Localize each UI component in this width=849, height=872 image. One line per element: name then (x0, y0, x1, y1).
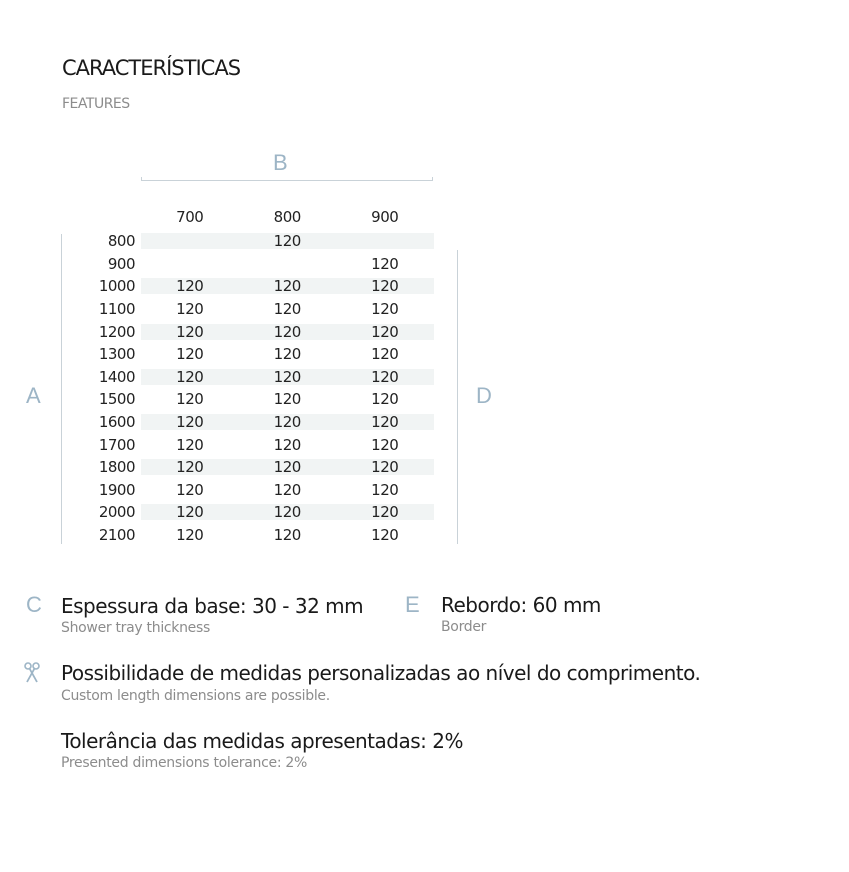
dimension-line-b (141, 180, 433, 181)
table-cell: 120 (273, 345, 301, 364)
table-cell: 120 (176, 367, 204, 386)
table-cell: 120 (176, 322, 204, 341)
dimension-line-d (457, 250, 458, 544)
custom-length-subtext: Custom length dimensions are possible. (61, 688, 330, 704)
table-cell: 120 (176, 503, 204, 522)
row-dimension-a: 1600 (98, 413, 135, 432)
table-row (76, 501, 434, 524)
row-cells (141, 324, 434, 340)
column-header: 700 (176, 208, 204, 226)
row-cells (141, 301, 434, 317)
row-dimension-a: 1700 (98, 435, 135, 454)
table-cell: 120 (273, 232, 301, 251)
table-cell: 120 (273, 367, 301, 386)
row-dimension-a: 1100 (98, 300, 135, 319)
dimension-line-a (61, 234, 62, 544)
dimension-label-a: A (26, 383, 41, 408)
row-dimension-a: 2000 (98, 503, 135, 522)
thickness-letter: C (26, 592, 42, 617)
table-row (76, 479, 434, 502)
table-cell: 120 (273, 526, 301, 545)
scissors-icon (22, 662, 42, 684)
tolerance-text: Tolerância das medidas apresentadas: 2% (61, 729, 463, 753)
table-cell: 120 (371, 435, 399, 454)
page-title: CARACTERÍSTICAS (62, 56, 241, 80)
table-cell: 120 (176, 390, 204, 409)
table-cell: 120 (371, 458, 399, 477)
table-row (76, 411, 434, 434)
row-dimension-a: 1900 (98, 480, 135, 499)
row-dimension-a: 1800 (98, 458, 135, 477)
table-cell: 120 (371, 254, 399, 273)
row-dimension-a: 1300 (98, 345, 135, 364)
table-cell: 120 (273, 322, 301, 341)
row-cells (141, 459, 434, 475)
table-cell: 120 (371, 413, 399, 432)
table-cell: 120 (176, 480, 204, 499)
row-cells (141, 346, 434, 362)
tolerance-subtext: Presented dimensions tolerance: 2% (61, 755, 307, 771)
table-cell: 120 (371, 390, 399, 409)
column-header: 800 (273, 208, 301, 226)
custom-length-text: Possibilidade de medidas personalizadas ao nível do comprimento. (61, 661, 701, 685)
table-cell: 120 (371, 367, 399, 386)
table-cell: 120 (371, 345, 399, 364)
thickness-text: Espessura da base: 30 - 32 mm (61, 594, 364, 618)
table-row (76, 253, 434, 276)
row-cells (141, 233, 434, 249)
table-row (76, 275, 434, 298)
table-cell: 120 (273, 413, 301, 432)
row-cells (141, 256, 434, 272)
page-subtitle: FEATURES (62, 96, 130, 112)
row-dimension-a: 1200 (98, 322, 135, 341)
table-row (76, 230, 434, 253)
table-cell: 120 (371, 300, 399, 319)
dimensions-table (76, 204, 434, 546)
table-cell: 120 (176, 277, 204, 296)
row-cells (141, 504, 434, 520)
table-row (76, 388, 434, 411)
row-dimension-a: 1400 (98, 367, 135, 386)
column-header: 900 (371, 208, 399, 226)
row-cells (141, 278, 434, 294)
border-letter: E (405, 592, 420, 617)
border-subtext: Border (441, 619, 487, 635)
table-cell: 120 (176, 300, 204, 319)
table-row (76, 366, 434, 389)
table-cell: 120 (371, 503, 399, 522)
row-cells (141, 369, 434, 385)
table-cell: 120 (176, 435, 204, 454)
table-cell: 120 (273, 480, 301, 499)
table-cell: 120 (371, 322, 399, 341)
table-cell: 120 (273, 390, 301, 409)
border-text: Rebordo: 60 mm (441, 593, 601, 617)
row-dimension-a: 2100 (98, 526, 135, 545)
table-cell: 120 (273, 458, 301, 477)
table-row (76, 433, 434, 456)
table-cell: 120 (273, 435, 301, 454)
table-cell: 120 (371, 480, 399, 499)
table-row (76, 343, 434, 366)
thickness-subtext: Shower tray thickness (61, 620, 210, 636)
table-cell: 120 (176, 458, 204, 477)
row-cells (141, 527, 434, 543)
table-cell: 120 (176, 413, 204, 432)
table-cell: 120 (176, 526, 204, 545)
table-row (76, 524, 434, 547)
dimension-label-b: B (273, 150, 288, 175)
dimension-label-d: D (476, 383, 492, 408)
table-row (76, 320, 434, 343)
table-cell: 120 (176, 345, 204, 364)
row-cells (141, 414, 434, 430)
table-cell: 120 (371, 277, 399, 296)
row-dimension-a: 1500 (98, 390, 135, 409)
row-cells (141, 391, 434, 407)
row-cells (141, 482, 434, 498)
row-cells (141, 437, 434, 453)
row-dimension-a: 900 (107, 254, 135, 273)
table-cell: 120 (371, 526, 399, 545)
table-cell: 120 (273, 503, 301, 522)
table-header (76, 204, 434, 230)
row-dimension-a: 1000 (98, 277, 135, 296)
row-dimension-a: 800 (107, 232, 135, 251)
table-row (76, 456, 434, 479)
table-cell: 120 (273, 277, 301, 296)
table-row (76, 298, 434, 321)
table-cell: 120 (273, 300, 301, 319)
